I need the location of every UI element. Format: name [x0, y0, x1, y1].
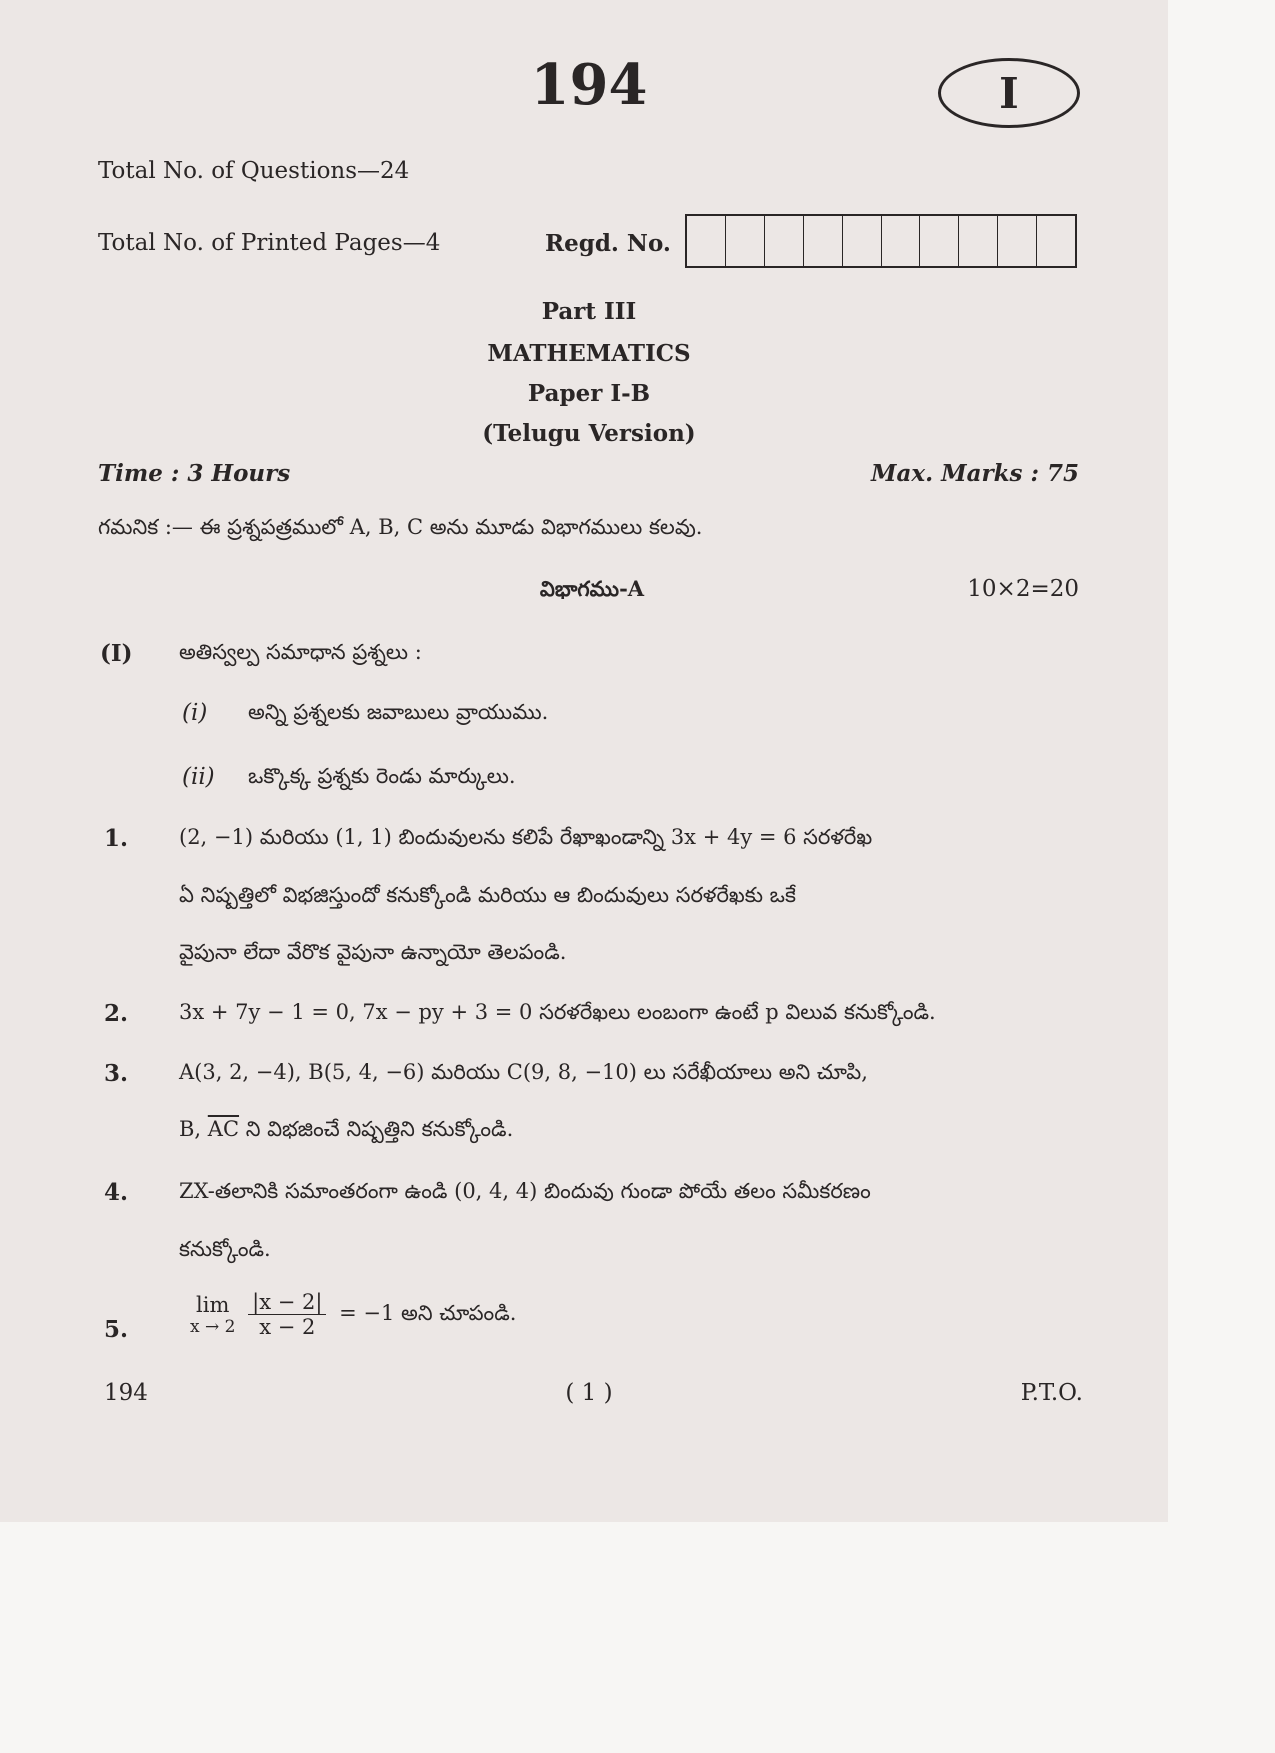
question-line: కనుక్కోండి.	[179, 1237, 271, 1261]
text: B,	[179, 1117, 208, 1141]
regd-number-boxes	[685, 214, 1077, 268]
lim-subscript: x → 2	[190, 1316, 236, 1337]
limit-expression	[190, 1290, 516, 1339]
question-line: (2, −1) మరియు (1, 1) బిందువులను కలిపే రేఖాఖండాన్ని 3x + 4y = 6 సరళరేఖ	[179, 825, 873, 849]
text: ని విభజించే నిష్పత్తిని కనుక్కోండి.	[239, 1117, 514, 1141]
denominator: x − 2	[259, 1315, 316, 1339]
note: గమనిక :— ఈ ప్రశ్నపత్రములో A, B, C అను మూడు విభాగములు కలవు.	[98, 515, 703, 539]
time-label: Time : 3 Hours	[98, 460, 291, 487]
instruction-item: ఒక్కొక్క ప్రశ్నకు రెండు మార్కులు.	[248, 764, 516, 788]
numerator: |x − 2|	[248, 1290, 326, 1315]
paper-title: Paper I-B	[527, 380, 651, 407]
instruction-item-num: (ii)	[182, 764, 215, 790]
pto: P.T.O.	[1020, 1380, 1083, 1406]
instruction-num: (I)	[100, 640, 133, 667]
subject-title: MATHEMATICS	[487, 340, 691, 367]
question-number: 2.	[104, 1000, 129, 1027]
section-title: విభాగము-A	[539, 576, 645, 601]
paper-code: 194	[530, 52, 648, 118]
fraction	[248, 1290, 326, 1339]
total-pages: Total No. of Printed Pages—4	[98, 230, 441, 256]
question-number: 3.	[104, 1060, 129, 1087]
question-line: 3x + 7y − 1 = 0, 7x − py + 3 = 0 సరళరేఖలు లంబంగా ఉంటే p విలువ కనుక్కోండి.	[179, 1000, 936, 1024]
instruction-item-num: (i)	[182, 700, 208, 726]
page-number: ( 1 )	[565, 1380, 613, 1406]
question-line	[179, 1117, 513, 1147]
question-number: 5.	[104, 1316, 129, 1343]
total-questions: Total No. of Questions—24	[98, 158, 410, 184]
set-label-oval	[938, 58, 1080, 128]
footer-code: 194	[104, 1380, 148, 1406]
rhs: = −1 అని చూపండి.	[339, 1301, 517, 1325]
question-line: A(3, 2, −4), B(5, 4, −6) మరియు C(9, 8, −10) లు సరేఖీయాలు అని చూపి,	[179, 1060, 868, 1084]
segment-ac: $\overline{AC}$	[207, 1117, 240, 1141]
question-number: 1.	[104, 825, 129, 852]
version-title: (Telugu Version)	[482, 420, 696, 447]
question-line: వైపునా లేదా వేరొక వైపునా ఉన్నాయో తెలపండి.	[179, 940, 567, 964]
part-title: Part III	[541, 298, 637, 325]
question-line: ZX-తలానికి సమాంతరంగా ఉండి (0, 4, 4) బిందువు గుండా పోయే తలం సమీకరణం	[179, 1179, 871, 1203]
limit	[190, 1293, 235, 1337]
instruction-heading: అతిస్వల్ప సమాధాన ప్రశ్నలు :	[179, 640, 422, 664]
section-marks: 10×2=20	[967, 576, 1079, 602]
question-line: ఏ నిష్పత్తిలో విభజిస్తుందో కనుక్కోండి మరియు ఆ బిందువులు సరళరేఖకు ఒకే	[179, 883, 796, 907]
max-marks: Max. Marks : 75	[871, 460, 1079, 487]
set-label: I	[999, 68, 1019, 118]
regd-label: Regd. No.	[545, 230, 671, 257]
instruction-item: అన్ని ప్రశ్నలకు జవాబులు వ్రాయుము.	[248, 700, 549, 724]
question-number: 4.	[104, 1179, 129, 1206]
lim-text: lim	[196, 1292, 230, 1317]
